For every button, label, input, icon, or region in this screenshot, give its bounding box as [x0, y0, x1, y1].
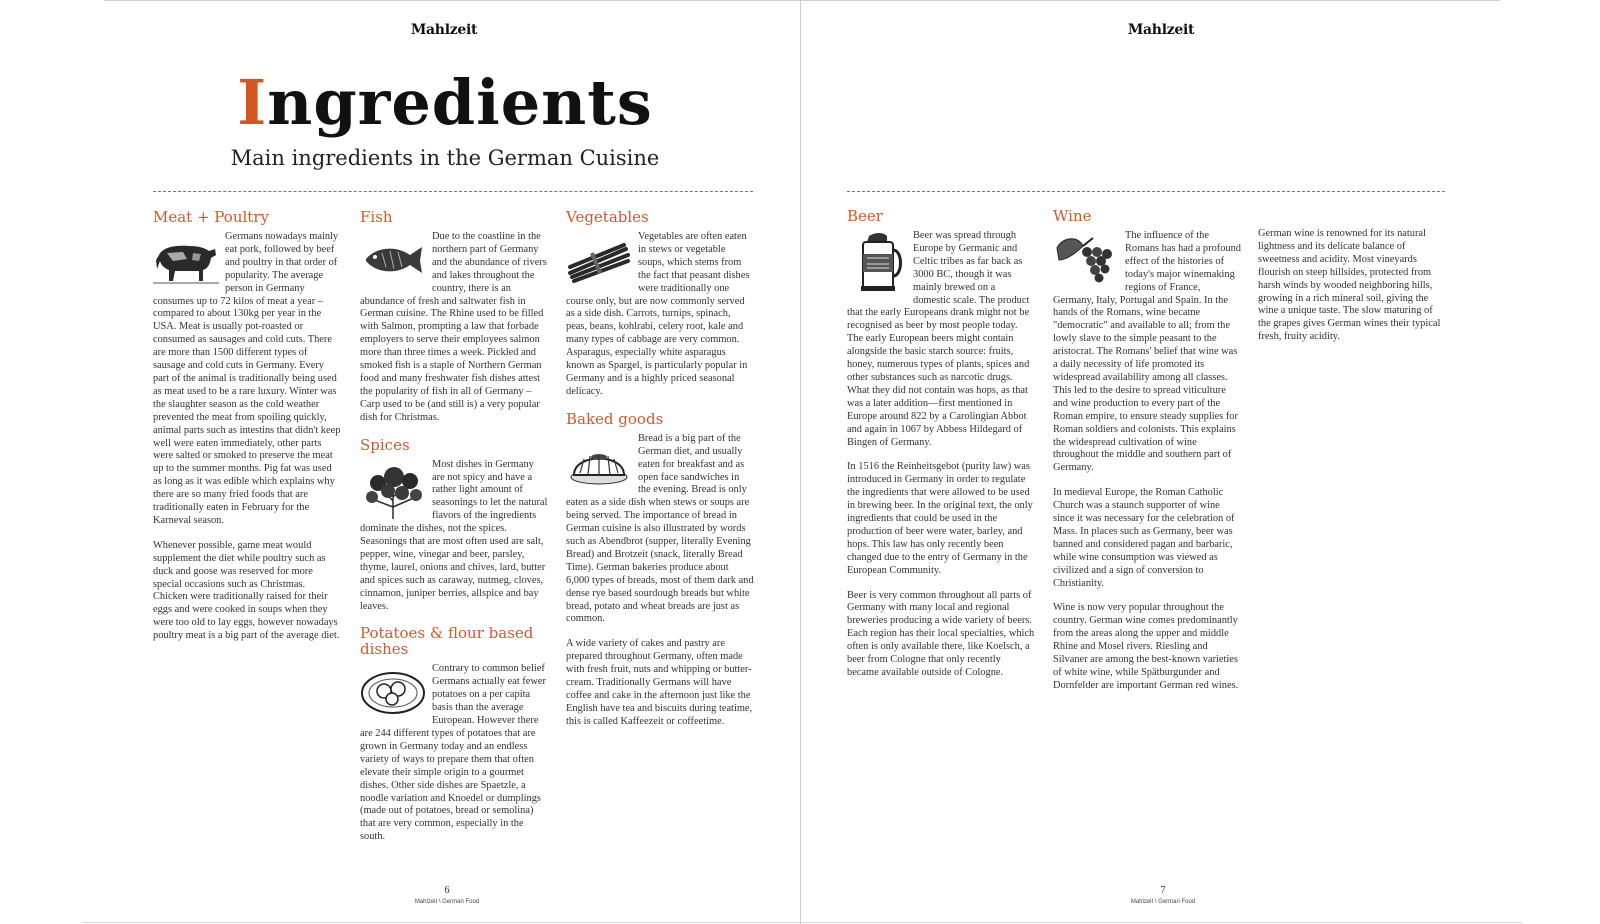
column-meat — [153, 209, 341, 655]
running-head-right: Mahlzeit — [1127, 22, 1195, 38]
running-head-left: Mahlzeit — [410, 22, 478, 38]
paragraph-wine-4: German wine is renowned for its natural lightness and its delicate balance of sweetness and acidity. Most vineyards flourish on steep hillsides, protected from harsh winds by wooded neighboring hills, growing in a rich mineral soil, giving the wine a unique taste. The slow maturing of the grapes gives German wines their typical fresh, fruity acidity. — [1258, 228, 1441, 343]
paragraph-vegetables: Vegetables are often eaten in stews or vegetable soups, which stems from the fact that peasant dishes were traditionally one course only, but are now commonly served as a side dish. Carrots, turnips, spinach, peas, beans, kohlrabi, celery root, kale and many types of cabbage are very common. Asparagus, especially white asparagus known as Spargel, is particularly popular in Germany and is a highly priced seasonal delicacy. — [566, 231, 750, 397]
section-heading-spices: Spices — [360, 435, 410, 454]
footer-right: Mahlzeit \ German Food — [1130, 899, 1196, 905]
dashed-rule-left — [153, 191, 753, 192]
paragraph-fish: Due to the coastline in the northern part of Germany and the abundance of rivers and lakes throughout the country, there is an abundance of fresh and saltwater fish in German cuisine. The Rhine used to be filled with Salmon, prompting a law that forbade employers to serve their employees salmon more than three times a week. Pickled and smoked fish is a staple of Northern German food and many freshwater fish dishes attest the popularity of fish in all of Germany – Carp used to be (and still is) a very popular dish for Christmas. — [360, 231, 547, 423]
column-fish-spices-potatoes — [360, 209, 548, 856]
title-initial: I — [237, 66, 268, 139]
section-potatoes — [360, 625, 548, 844]
asparagus-icon — [566, 233, 632, 287]
page-subtitle: Main ingredients in the German Cuisine — [230, 146, 660, 170]
title-rest: ngredients — [267, 66, 653, 139]
spread-gutter — [800, 0, 801, 924]
paragraph-meat-2: Whenever possible, game meat would supplement the diet while poultry such as duck and goose was reserved for more special occasions such as Christmas. Chicken were traditionally raised for their eggs and were cooked in soups when they were too old to lay eggs, however nowadays poultry meat is a big part of the average diet. — [153, 539, 340, 642]
dashed-rule-right — [847, 191, 1445, 192]
paragraph-beer-3: Beer is very common throughout all parts of Germany with many local and regional breweries producing a wide variety of beers. Each region has their local specialties, which often is only available there, like Koelsch, a beer from Cologne that only recently became available outside of Cologne. — [847, 589, 1035, 678]
fish-icon — [360, 233, 426, 287]
section-spices — [360, 437, 548, 614]
paragraph-baked-2: A wide variety of cakes and pastry are prepared throughout Germany, often made with fresh fruit, nuts and whipping or butter-cream. Traditionally Germans will have coffee and cake in the afternoon just like the English have tea and biscuits during teatime, this is called Kaffeezeit or coffeetime. — [566, 638, 753, 727]
dumplings-plate-icon — [360, 665, 426, 719]
cow-icon — [153, 233, 219, 287]
herb-bush-icon — [360, 461, 426, 521]
page-title — [150, 66, 740, 139]
paragraph-spices: Most dishes in Germany are not spicy and have a rather light amount of seasonings to let the natural flavors of the ingredients dominate the dishes, not the spices. Seasonings that are most often used are salt, pepper, wine, vinegar and beer, parsley, thyme, laurel, onions and chives, lard, butter and spices such as caraway, nutmeg, cloves, cinnamon, juniper berries, allspice and bay leaves. — [360, 458, 548, 612]
section-fish — [360, 209, 548, 425]
bundt-cake-icon — [566, 435, 632, 489]
section-heading-beer: Beer — [847, 207, 883, 225]
column-vegetables-baked — [566, 209, 754, 741]
paragraph-wine-3: Wine is now very popular throughout the country. German wine comes predominantly from the areas along the upper and middle Rhine and Mosel rivers. Riesling and Silvaner are among the best-known varieties of white wine, while Spätburgunder and Dornfelder are important German red wines. — [1053, 602, 1239, 691]
paragraph-meat-1: Germans nowadays mainly eat pork, followed by beef and poultry in that order of popularity. The average person in Germany consumes up to 72 kilos of meat a year – compared to about 130kg per year in the USA. Meat is usually pot-roasted or consumed as sausages and cold cuts. There are more than 1500 different types of sausage and cold cuts in Germany. Every part of the animal is traditionally being used as meat used to be a rare luxury. Winter was the slaughter season as the cold weather prevented the meat from spoiling quickly, animal parts such as intestins that didn't keep well were eaten immediately, other parts were salted or smoked to preserve the meat up to the summer months. Pig fat was used as long as it was edible which explains why there are so many fried foods that are traditionally eaten in February for the Karneval season. — [153, 231, 341, 526]
paragraph-potatoes: Contrary to common belief Germans actually eat fewer potatoes on a per capita basis than the average European. However there are 244 different types of potatoes that are grown in Germany today and an endless variety of ways to prepare them that often elevate their simple origin to a gourmet dishes. Other side dishes are Spaetzle, a noodle variation and Knoedel or dumplings (made out of potatoes, bread or semolina) that are very common, especially in the south. — [360, 663, 546, 843]
section-heading-fish: Fish — [360, 208, 393, 226]
column-wine-continued — [1258, 228, 1446, 356]
page-number-left: 6 — [444, 885, 450, 896]
page-bottom-edge — [82, 922, 1522, 923]
paragraph-beer-2: In 1516 the Reinheitsgebot (purity law) was introduced in Germany in order to regulate the ingredients that were allowed to be used in brewing beer. In the original text, the only ingredients that could be used in the production of beer were water, barley, and hops. This law has only recently been changed due to the entry of Germany in the European Community. — [847, 461, 1033, 576]
page-number-right: 7 — [1160, 885, 1166, 896]
page-top-edge — [104, 0, 1500, 1]
column-beer — [847, 208, 1035, 692]
section-heading-meat: Meat + Poultry — [153, 208, 269, 226]
footer-left: Mahlzeit \ German Food — [414, 899, 480, 905]
section-heading-vegetables: Vegetables — [566, 208, 649, 226]
paragraph-wine-1: The influence of the Romans has had a profound effect of the histories of today's major winemaking regions of France, Germany, Italy, Portugal and Spain. In the hands of the Romans, wine became "democratic" and available to all; from the lowly slave to the simple peasant to the aristocrat. The Romans' belief that wine was a daily necessity of life promoted its widespread availability among all classes. This led to the desire to spread viticulture and wine production to every part of the Roman empire, to ensure steady supplies for Roman soldiers and colonists. This explains the widespread cultivation of wine throughout the middle and southern part of Germany. — [1053, 230, 1242, 474]
column-wine — [1053, 208, 1241, 705]
section-baked-goods — [566, 411, 754, 729]
paragraph-baked-1: Bread is a big part of the German diet, and usually eaten for breakfast and as open face sandwiches in the evening. Bread is only eaten as a side dish when stews or soups are being served. The importance of bread in German cuisine is also illustrated by words such as Abendbrot (supper, literally Evening Bread) and Brotzeit (snack, literally Bread Time). German bakeries produce about 6,000 types of breads, most of them dark and dense rye based sourdough breads but white bread, potato and wheat breads are just as common. — [566, 432, 754, 625]
section-heading-wine: Wine — [1053, 207, 1092, 225]
beer-stein-icon — [847, 232, 907, 294]
section-heading-baked-goods: Baked goods — [566, 409, 664, 428]
section-heading-potatoes: Potatoes & flour based dishes — [360, 624, 534, 659]
section-vegetables — [566, 209, 754, 399]
paragraph-beer-1: Beer was spread through Europe by Germanic and Celtic tribes as far back as 3000 BC, though it was mainly brewed on a domestic scale. The product that the early Europeans drank might not be recognised as beer by most people today. The early European beers might contain alongside the basic starch source: fruits, honey, numerous types of plants, spices and other substances such as narcotic drugs. What they did not contain was hops, as that was a later addition—first mentioned in Europe around 822 by a Carolingian Abbot and again in 1067 by Abbess Hildegard of Bingen of Germany. — [847, 230, 1030, 448]
paragraph-wine-2: In medieval Europe, the Roman Catholic Church was a staunch supporter of wine since it was necessary for the celebration of Mass. In places such as Germany, beer was banned and considered pagan and barbaric, while wine consumption was viewed as civilized and a sign of conversion to Christianity. — [1053, 487, 1235, 589]
grapes-icon — [1053, 232, 1119, 290]
